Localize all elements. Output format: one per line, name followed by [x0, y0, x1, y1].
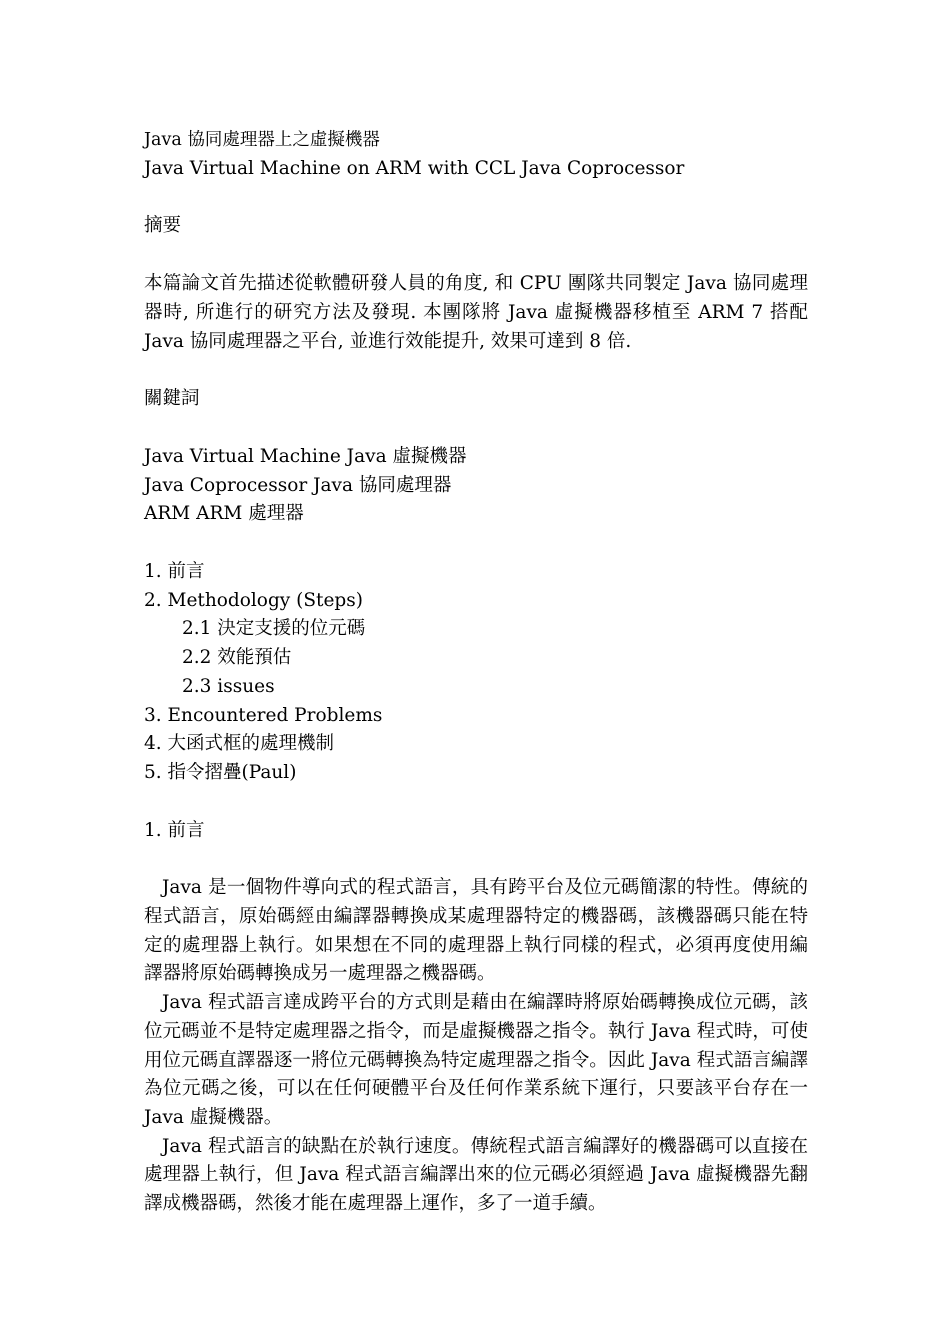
abstract-heading: 摘要 [144, 215, 182, 237]
keywords-list [144, 443, 808, 529]
body-paragraph: Java 程式語言的缺點在於執行速度。傳統程式語言編譯好的機器碼可以直接在處理器上執行，但 Java 程式語言編譯出來的位元碼必須經過 Java 虛擬機器先翻譯成機器碼，然後才能在處理器上運作，多了一道手續。 [144, 1135, 808, 1215]
toc-subitem: 2.2 效能預估 [182, 647, 292, 669]
body-paragraph: Java 是一個物件導向式的程式語言，具有跨平台及位元碼簡潔的特性。傳統的程式語言，原始碼經由編譯器轉換成某處理器特定的機器碼，該機器碼只能在特定的處理器上執行。如果想在不同的處理器上執行同樣的程式，必須再度使用編譯器將原始碼轉換成另一處理器之機器碼。 [144, 877, 808, 985]
toc-subitem: 2.3 issues [182, 675, 275, 697]
toc-item: 4. 大函式框的處理機制 [144, 733, 335, 755]
keyword-item: ARM ARM 處理器 [144, 503, 304, 525]
table-of-contents [144, 558, 808, 788]
toc-item: 5. 指令摺疊(Paul) [144, 761, 297, 783]
keyword-item: Java Virtual Machine Java 虛擬機器 [144, 445, 467, 467]
document-page [144, 126, 808, 1219]
toc-item: 3. Encountered Problems [144, 704, 383, 726]
keyword-item: Java Coprocessor Java 協同處理器 [144, 474, 452, 496]
abstract-text: 本篇論文首先描述從軟體研發人員的角度, 和 CPU 團隊共同製定 Java 協同處理器時, 所進行的研究方法及發現. 本團隊將 Java 虛擬機器移植至 ARM 7 搭配 Java 協同處理器之平台, 並進行效能提升, 效果可達到 8 倍. [144, 273, 808, 352]
title-chinese: Java 協同處理器上之虛擬機器 [144, 130, 380, 150]
toc-subitem: 2.1 決定支援的位元碼 [182, 618, 366, 640]
title-english: Java Virtual Machine on ARM with CCL Java Coprocessor [144, 157, 685, 179]
keywords-heading: 關鍵詞 [144, 388, 200, 410]
toc-item: 1. 前言 [144, 561, 205, 583]
body-paragraph: Java 程式語言達成跨平台的方式則是藉由在編譯時將原始碼轉換成位元碼，該位元碼並不是特定處理器之指令，而是虛擬機器之指令。執行 Java 程式時，可使用位元碼直譯器逐一將位元碼轉換為特定處理器之指令。因此 Java 程式語言編譯為位元碼之後，可以在任何硬體平台及任何作業系統下運行，只要該平台存在一 Java 虛擬機器。 [144, 992, 808, 1128]
toc-item: 2. Methodology (Steps) [144, 589, 363, 611]
section-heading: 1. 前言 [144, 819, 205, 841]
